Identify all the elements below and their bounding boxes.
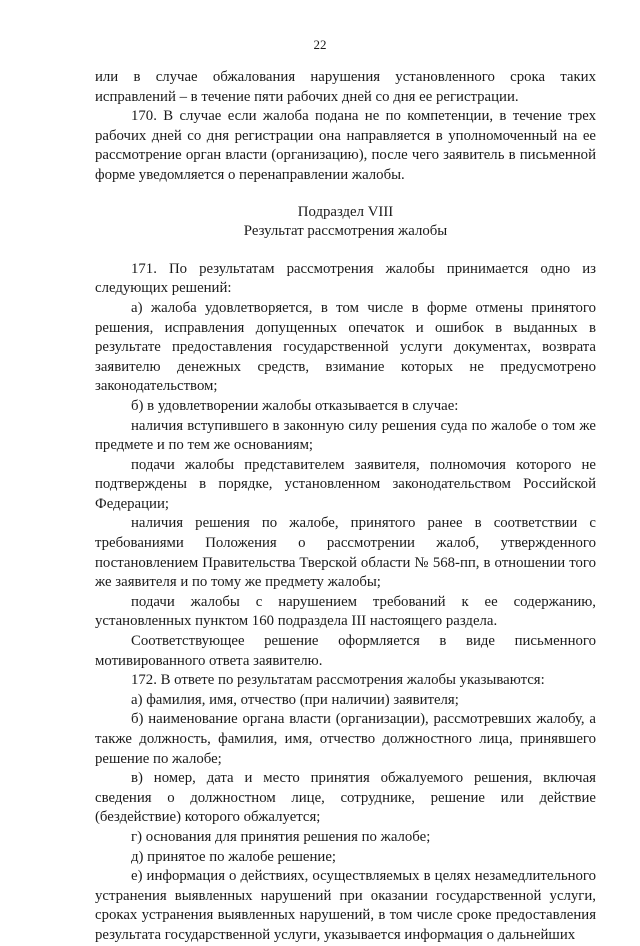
section-number: Подраздел VIII [297,203,394,220]
refusal-case: наличия решения по жалобе, принятого ранее в соответствии с требованиями Положения о рассмотрении жалоб, утвержденного постановлением Правительства Тверской области № 568-пп, в отношении того же заявителя и по тому же предмету жалобы; [95,515,596,591]
list-item-b: б) в удовлетворении жалобы отказывается в случае: [131,397,459,414]
refusal-case: подачи жалобы с нарушением требований к ее содержанию, установленных пунктом 160 подраздела III настоящего раздела. [95,593,596,630]
paragraph-171: 171. По результатам рассмотрения жалобы принимается одно из следующих решений: [95,260,596,297]
list-item-a: а) фамилия, имя, отчество (при наличии) заявителя; [131,691,459,708]
paragraph-172: 172. В ответе по результатам рассмотрения жалобы указываются: [131,672,545,689]
page-body [95,68,596,946]
paragraph-170: 170. В случае если жалоба подана не по компетенции, в течение трех рабочих дней со дня регистрации она направляется в уполномоченный на ее рассмотрение орган власти (организацию), после чего заявитель в письменной форме уведомляется о перенаправлении жалобы. [95,108,596,183]
paragraph-decision-form: Соответствующее решение оформляется в виде письменного мотивированного ответа заявителю. [95,633,596,669]
list-item-d: д) принятое по жалобе решение; [131,848,336,865]
paragraph-continuation: или в случае обжалования нарушения установленного срока таких исправлений – в течение пяти рабочих дней со дня ее регистрации. [95,69,596,105]
list-item-v: в) номер, дата и место принятия обжалуемого решения, включая сведения о должностном лице, сотруднике, решение или действие (бездействие) которого обжалуется; [95,770,596,826]
list-item-a: а) жалоба удовлетворяется, в том числе в форме отмены принятого решения, исправления допущенных опечаток и ошибок в выданных в результате предоставления государственной услуги документах, возврата заявителю денежных средств, взимание которых не предусмотрено законодательством; [95,299,596,395]
refusal-case: наличия вступившего в законную силу решения суда по жалобе о том же предмете и по тем же основаниям; [95,417,596,454]
list-item-e: е) информация о действиях, осуществляемых в целях незамедлительного устранения выявленных нарушений при оказании государственной услуги, сроках устранения выявленных нарушений, в том числе сроке предоставления результата государственной услуги, указывается информация о дальнейших [95,868,596,943]
list-item-b: б) наименование органа власти (организации), рассмотревших жалобу, а также должность, фамилия, имя, отчество должностного лица, принявшего решение по жалобе; [95,711,596,767]
page-number: 22 [313,37,327,52]
section-title: Результат рассмотрения жалобы [243,223,448,240]
list-item-g: г) основания для принятия решения по жалобе; [131,828,431,845]
refusal-case: подачи жалобы представителем заявителя, полномочия которого не подтверждены в порядке, установленном законодательством Российской Федерации; [95,456,596,512]
